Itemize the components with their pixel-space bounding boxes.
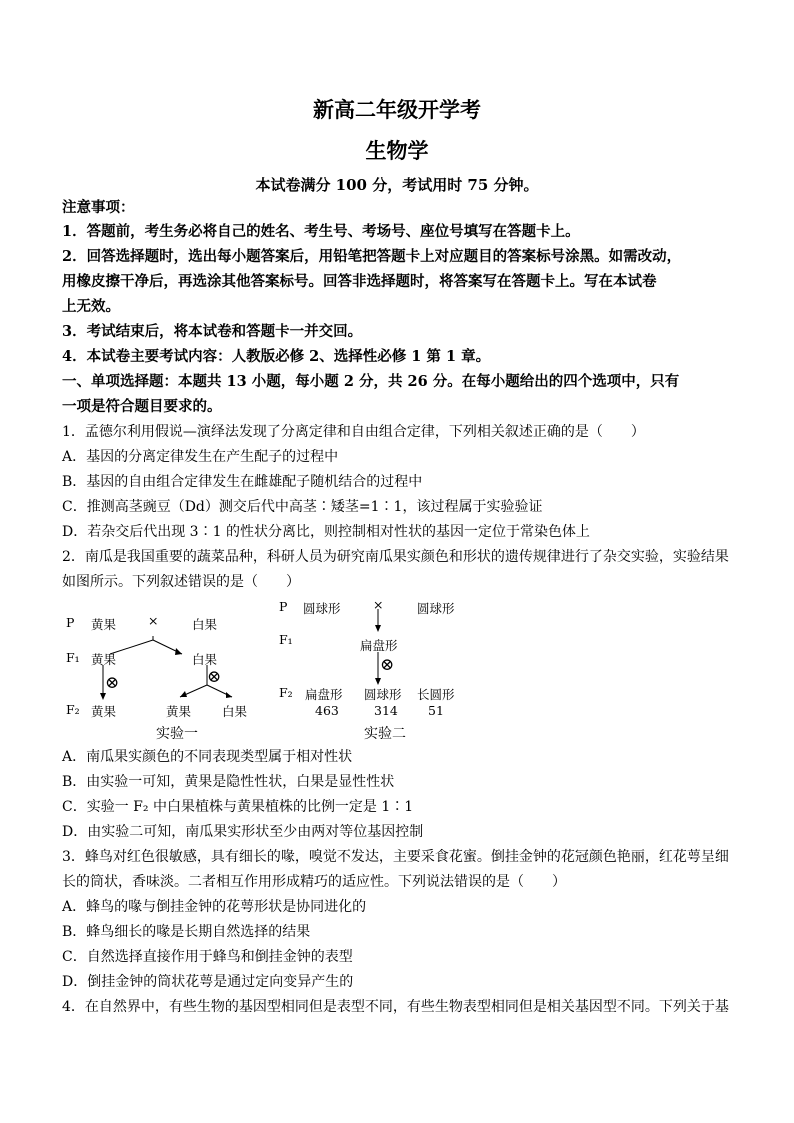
exp2-p-label: P — [279, 599, 288, 614]
q2-stem-line-2: 如图所示。下列叙述错误的是（ ） — [62, 574, 300, 590]
exp1-self-cross-symbol-a: ⊗ — [105, 673, 120, 693]
note-item-3: 3．考试结束后，将本试卷和答题卡一并交回。 — [62, 323, 363, 340]
exp2-f2-long: 长圆形 — [417, 687, 455, 702]
exp2-f1-label: F₁ — [279, 632, 293, 647]
exam-title: 新高二年级开学考 — [313, 97, 481, 122]
exp2-count-round: 314 — [374, 703, 398, 718]
q3-option-b: B．蜂鸟细长的喙是长期自然选择的结果 — [62, 924, 311, 940]
exp1-p-yellow: 黄果 — [91, 617, 117, 632]
exp1-p-label: P — [66, 615, 75, 630]
q2-option-b: B．由实验一可知，黄果是隐性性状，白果是显性性状 — [62, 774, 395, 790]
exp2-f2-label: F₂ — [279, 685, 293, 700]
q3-option-d: D．倒挂金钟的筒状花萼是通过定向变异产生的 — [62, 974, 354, 990]
q3-option-c: C．自然选择直接作用于蜂鸟和倒挂金钟的表型 — [62, 949, 353, 965]
exp1-caption: 实验一 — [156, 726, 198, 742]
exp2-f1-disc: 扁盘形 — [360, 638, 398, 653]
q1-option-b: B．基因的自由组合定律发生在雌雄配子随机结合的过程中 — [62, 474, 423, 490]
exp1-f1-yellow: 黄果 — [91, 652, 117, 667]
q4-stem-line-1: 4．在自然界中，有些生物的基因型相同但是表型不同，有些生物表型相同但是相关基因型不同。下列关于基 — [62, 999, 729, 1015]
section-heading-line-2: 一项是符合题目要求的。 — [62, 398, 222, 415]
q3-option-a: A．蜂鸟的喙与倒挂金钟的花萼形状是协同进化的 — [62, 899, 367, 915]
exp1-f1-label: F₁ — [66, 650, 80, 665]
exp2-count-disc: 463 — [315, 703, 339, 718]
exp2-count-long: 51 — [428, 703, 444, 718]
subject-title: 生物学 — [365, 138, 429, 163]
note-item-1: 1．答题前，考生务必将自己的姓名、考生号、考场号、座位号填写在答题卡上。 — [62, 223, 580, 240]
exp2-f2-round: 圆球形 — [364, 687, 402, 702]
exp1-f2-white: 白果 — [222, 704, 248, 719]
exp1-cross-symbol: × — [148, 613, 159, 628]
q2-option-d: D．由实验二可知，南瓜果实形状至少由两对等位基因控制 — [62, 824, 424, 840]
q2-option-a: A．南瓜果实颜色的不同表现类型属于相对性状 — [62, 749, 353, 765]
notes-heading: 注意事项： — [62, 199, 135, 216]
q3-stem-line-2: 长的筒状，香味淡。二者相互作用形成精巧的适应性。下列说法错误的是（ ） — [62, 874, 566, 890]
exp2-self-cross-symbol: ⊗ — [380, 655, 395, 675]
exp1-self-cross-symbol-b: ⊗ — [207, 667, 222, 687]
exam-info: 本试卷满分 100 分，考试用时 75 分钟。 — [255, 176, 539, 194]
note-item-4: 4．本试卷主要考试内容：人教版必修 2、选择性必修 1 第 1 章。 — [62, 348, 491, 365]
note-item-2-line-2: 用橡皮擦干净后，再选涂其他答案标号。回答非选择题时，将答案写在答题卡上。写在本试卷 — [62, 273, 657, 290]
exp2-p-round-a: 圆球形 — [303, 601, 341, 616]
exp2-caption: 实验二 — [364, 726, 406, 742]
exp2-f2-disc: 扁盘形 — [305, 687, 343, 702]
q1-option-d: D．若杂交后代出现 3∶1 的性状分离比，则控制相对性状的基因一定位于常染色体上 — [62, 524, 590, 540]
exp1-f2-label: F₂ — [66, 702, 80, 717]
q3-stem-line-1: 3．蜂鸟对红色很敏感，具有细长的喙，嗅觉不发达，主要采食花蜜。倒挂金钟的花冠颜色艳丽，红花萼呈细 — [62, 849, 729, 865]
q2-stem-line-1: 2．南瓜是我国重要的蔬菜品种，科研人员为研究南瓜果实颜色和形状的遗传规律进行了杂交实验，实验结果 — [62, 549, 729, 565]
exp1-f2-yellow-a: 黄果 — [91, 704, 117, 719]
q1-option-a: A．基因的分离定律发生在产生配子的过程中 — [62, 449, 339, 465]
exp2-cross-symbol: × — [373, 597, 384, 612]
q1-stem: 1．孟德尔利用假说—演绎法发现了分离定律和自由组合定律，下列相关叙述正确的是（ ） — [62, 424, 645, 440]
exp1-f2-yellow-b: 黄果 — [166, 704, 192, 719]
note-item-2-line-1: 2．回答选择题时，选出每小题答案后，用铅笔把答题卡上对应题目的答案标号涂黑。如需改动， — [62, 248, 682, 265]
q2-option-c: C．实验一 F₂ 中白果植株与黄果植株的比例一定是 1∶1 — [62, 799, 414, 815]
section-heading-line-1: 一、单项选择题：本题共 13 小题，每小题 2 分，共 26 分。在每小题给出的四个选项中，只有 — [62, 373, 680, 390]
note-item-2-line-3: 上无效。 — [62, 298, 120, 315]
q1-option-c: C．推测高茎豌豆（Dd）测交后代中高茎∶矮茎=1∶1，该过程属于实验验证 — [62, 499, 543, 515]
exp1-p-white: 白果 — [192, 617, 218, 632]
exp2-p-round-b: 圆球形 — [417, 601, 455, 616]
exp1-f1-white: 白果 — [192, 652, 218, 667]
